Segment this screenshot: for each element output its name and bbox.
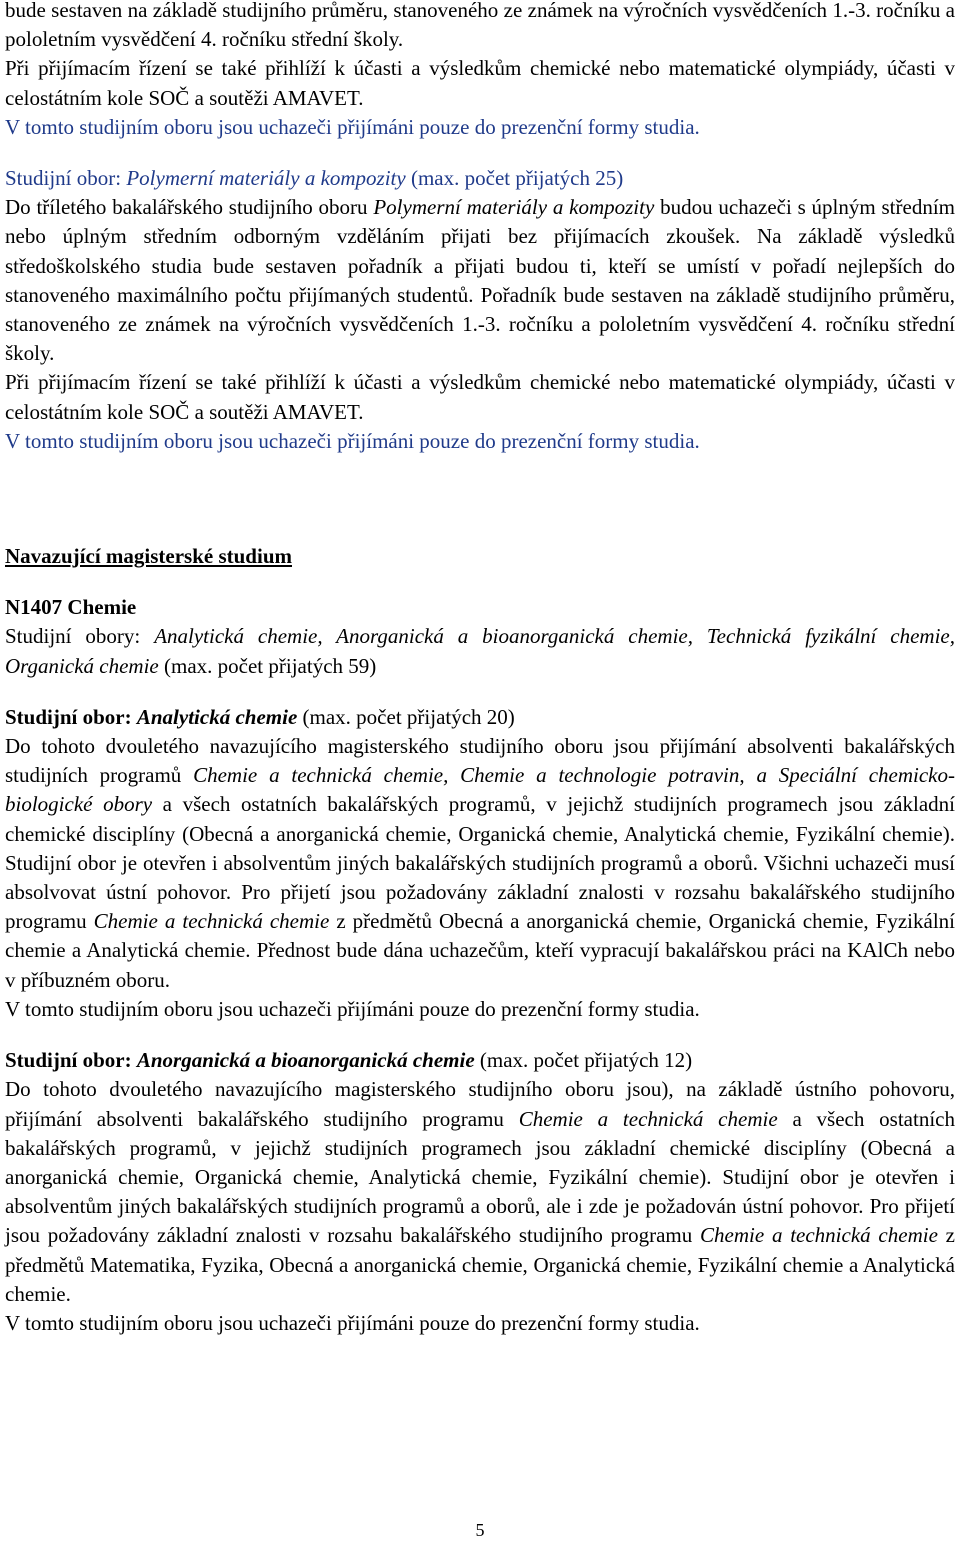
polymer-heading bbox=[5, 164, 955, 193]
analytical-label: Studijní obor: bbox=[5, 704, 137, 729]
analytical-text-3: z předmětů Obecná a anorganická chemie, Organická chemie, Fyzikální chemie a Analytická chemie. Přednost bude dána uchazečům, kteří vypracují bakalářskou práci na KAlCh nebo v příbuzném oboru. bbox=[5, 909, 955, 992]
top-paragraph-ranking: bude sestaven na základě studijního průměru, stanoveného ze známek na výročních vysvědčeních 1.-3. ročníku a pololetním vysvědčení 4. ročníku střední školy. bbox=[5, 0, 955, 52]
analytical-body bbox=[5, 732, 955, 995]
polymer-body-text-a: Do tříletého bakalářského studijního oboru bbox=[5, 195, 374, 220]
top-fulltime-note: V tomto studijním oboru jsou uchazeči přijímáni pouze do prezenční formy studia. bbox=[5, 114, 700, 139]
polymer-fulltime-note: V tomto studijním oboru jsou uchazeči přijímáni pouze do prezenční formy studia. bbox=[5, 428, 700, 453]
fields-list: Analytická chemie, Anorganická a bioanorganická chemie, Technická fyzikální chemie, Organická chemie bbox=[5, 624, 955, 678]
polymer-body bbox=[5, 193, 955, 368]
fields-max: (max. počet přijatých 59) bbox=[158, 653, 377, 678]
program-code-title: N1407 Chemie bbox=[5, 595, 137, 620]
magister-heading: Navazující magisterské studium bbox=[5, 544, 292, 569]
inorganic-text-1: Do tohoto dvouletého navazujícího magisterského studijního oboru jsou), na základě ústního pohovoru, přijímání absolventi bakalářského studijního programu bbox=[5, 1077, 955, 1131]
analytical-text-1: Do tohoto dvouletého navazujícího magisterského studijního oboru jsou přijímání absolventi bakalářských studijních programů bbox=[5, 734, 955, 788]
polymer-body-text-b: budou uchazeči s úplným středním nebo úplným středním odborným vzděláním přijati bez přijímacích zkoušek. Na základě výsledků středoškolského studia bude sestaven pořadník a přijati budou ti, kteří se umístí v pořadí nejlepších do stanoveného maximálního počtu přijímaných studentů. Pořadník bude sestaven na základě studijního průměru, stanoveného ze známek na výročních vysvědčeních 1.-3. ročníku a pololetním vysvědčení 4. ročníku střední školy. bbox=[5, 195, 955, 366]
inorganic-program-2: Chemie a technická chemie bbox=[700, 1223, 938, 1248]
analytical-max: (max. počet přijatých 20) bbox=[297, 704, 515, 729]
inorganic-fulltime-note: V tomto studijním oboru jsou uchazeči přijímáni pouze do prezenční formy studia. bbox=[5, 1310, 700, 1335]
inorganic-text-2: a všech ostatních bakalářských programů, v jejichž studijních programech jsou základní chemické disciplíny (Obecná a anorganická chemie, Organická chemie, Analytická chemie, Fyzikální chemie). Studijní obor je otevřen i absolventům jiných bakalářských studijních programů a oborů, ale i zde je požadován ústní pohovor. Pro přijetí jsou požadovány základní znalosti v rozsahu bakalářského studijního programu bbox=[5, 1106, 955, 1248]
inorganic-body bbox=[5, 1075, 955, 1309]
polymer-label: Studijní obor: bbox=[5, 166, 127, 191]
polymer-olympiad: Při přijímacím řízení se také přihlíží k účasti a výsledkům chemické nebo matematické olympiády, účasti v celostátním kole SOČ a soutěži AMAVET. bbox=[5, 370, 955, 424]
page-number: 5 bbox=[475, 1520, 485, 1540]
top-paragraph-olympiad: Při přijímacím řízení se také přihlíží k účasti a výsledkům chemické nebo matematické olympiády, účasti v celostátním kole SOČ a soutěži AMAVET. bbox=[5, 56, 955, 110]
inorganic-program-1: Chemie a technická chemie bbox=[518, 1106, 778, 1131]
polymer-name: Polymerní materiály a kompozity bbox=[126, 166, 406, 191]
polymer-max: (max. počet přijatých 25) bbox=[405, 166, 624, 191]
inorganic-text-3: z předmětů Matematika, Fyzika, Obecná a anorganická chemie, Organická chemie, Fyzikální chemie a Analytická chemie. bbox=[5, 1223, 955, 1306]
analytical-text-2: a všech ostatních bakalářských programů, v jejichž studijních programech jsou základní chemické disciplíny (Obecná a anorganická chemie, Organická chemie, Analytická chemie, Fyzikální chemie). Studijní obor je otevřen i absolventům jiných bakalářských studijních programů a oborů. Všichni uchazeči musí absolvovat ústní pohovor. Pro přijetí jsou požadovány základní znalosti v rozsahu bakalářského studijního programu bbox=[5, 792, 955, 934]
analytical-program-2: Chemie a technická chemie bbox=[93, 909, 330, 934]
inorganic-heading bbox=[5, 1046, 955, 1075]
analytical-fulltime-note: V tomto studijním oboru jsou uchazeči přijímáni pouze do prezenční formy studia. bbox=[5, 996, 700, 1021]
analytical-name: Analytická chemie bbox=[136, 704, 298, 729]
analytical-heading bbox=[5, 703, 955, 732]
fields-label: Studijní obory: bbox=[5, 624, 155, 649]
analytical-programs: Chemie a technická chemie, Chemie a technologie potravin, a Speciální chemicko-biologické obory bbox=[5, 763, 955, 817]
magister-fields bbox=[5, 622, 955, 680]
polymer-body-name: Polymerní materiály a kompozity bbox=[373, 195, 655, 220]
inorganic-label: Studijní obor: bbox=[5, 1048, 137, 1073]
inorganic-max: (max. počet přijatých 12) bbox=[474, 1048, 693, 1073]
document-page bbox=[5, 0, 955, 1338]
inorganic-name: Anorganická a bioanorganická chemie bbox=[136, 1048, 475, 1073]
